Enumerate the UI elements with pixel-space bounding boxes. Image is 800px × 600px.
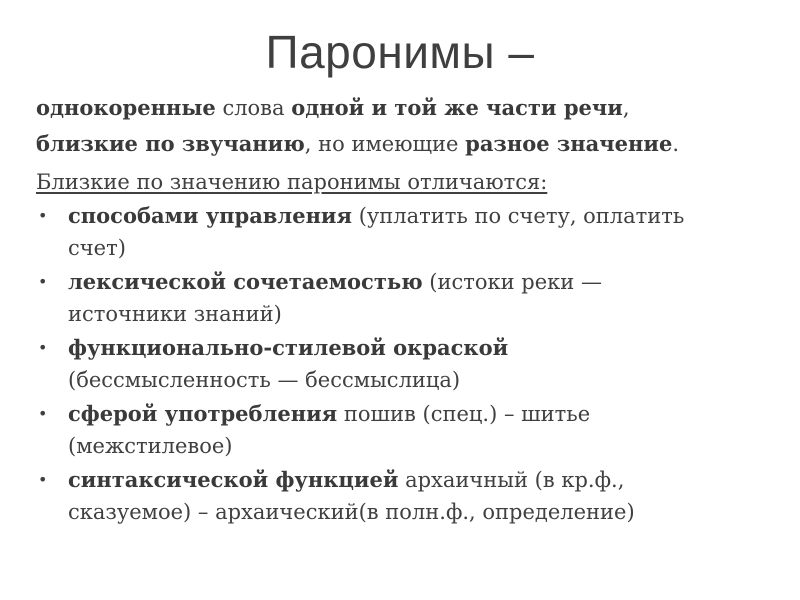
differences-list (36, 200, 786, 528)
definition-term-same-root: однокоренные (36, 95, 216, 120)
definition-text: , но имеющие (304, 132, 466, 156)
list-item-example-cont: (межстилевое) (68, 434, 233, 458)
definition-punctuation: , (622, 96, 630, 120)
list-item-example: (уплатить по счету, оплатить (352, 204, 685, 228)
list-item-term: синтаксической функцией (68, 467, 399, 492)
bullet-icon: • (38, 470, 48, 489)
subheading: Близкие по значению паронимы отличаются: (36, 170, 548, 194)
list-item-example-cont: (бессмысленность — бессмыслица) (68, 368, 461, 392)
list-item (36, 200, 786, 264)
bullet-icon: • (38, 338, 48, 357)
definition-text: слова (215, 96, 292, 120)
list-item-term: лексической сочетаемостью (68, 269, 423, 294)
list-item (36, 398, 786, 462)
list-item-example-cont: счет) (68, 236, 126, 260)
definition-term-different-meaning: разное значение (465, 131, 673, 156)
definition-term-similar-sound: близкие по звучанию (36, 131, 305, 156)
list-item-example: архаичный (в кр.ф., (398, 468, 625, 492)
definition-line-2 (36, 128, 786, 160)
bullet-icon: • (38, 206, 48, 225)
bullet-icon: • (38, 404, 48, 423)
list-item-example-cont: источники знаний) (68, 302, 282, 326)
definition-term-same-part-of-speech: одной и той же части речи (291, 95, 623, 120)
list-item-term: сферой употребления (68, 401, 338, 426)
list-item (36, 464, 786, 528)
slide-title: Паронимы – (265, 26, 535, 78)
list-item-term: способами управления (68, 203, 353, 228)
list-item-term: функционально-стилевой окраской (68, 335, 509, 360)
slide-body (36, 92, 786, 530)
bullet-icon: • (38, 272, 48, 291)
list-item (36, 266, 786, 330)
list-item-example-cont: сказуемое) – архаический(в полн.ф., определение) (68, 500, 635, 524)
definition-punctuation: . (672, 132, 679, 156)
list-item-example: пошив (спец.) – шитье (337, 402, 591, 426)
list-item (36, 332, 786, 396)
definition-line-1 (36, 92, 786, 124)
list-item-example: (истоки реки — (422, 270, 602, 294)
